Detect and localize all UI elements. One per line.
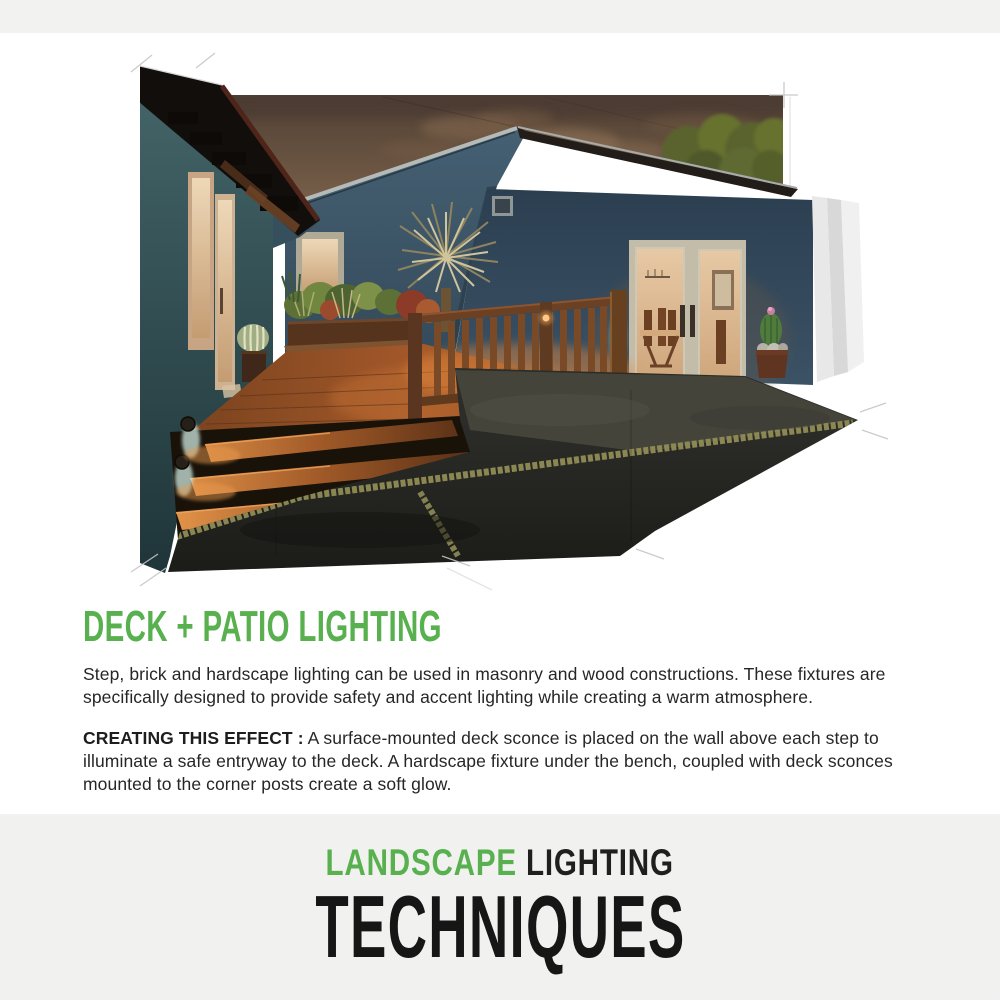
crop-marks [131, 53, 888, 590]
wall-vent [492, 196, 513, 216]
top-band [0, 0, 1000, 33]
step-sconces [175, 417, 240, 501]
effect-text: A surface-mounted deck sconce is placed on the wall above each step to illuminate a safe entryway to the deck. A hardscape fixture under the bench, coupled with deck sconces mounted to the corner posts create a soft glow. [83, 727, 893, 794]
steps [170, 416, 505, 540]
right-house [452, 127, 813, 415]
effect-label: CREATING THIS EFFECT : [83, 727, 304, 748]
entry-window [188, 172, 214, 350]
intro-paragraph: Step, brick and hardscape lighting can be used in masonry and wood constructions. These fixtures are specifically designed to provide safety and accent lighting while creating a warm atmosphere. [83, 664, 886, 708]
footer-band [0, 814, 1000, 1000]
deck [193, 344, 650, 452]
brand-line-2 [0, 877, 1000, 976]
sky [188, 95, 800, 206]
potted-cactus-right [756, 307, 788, 378]
courtyard-window [296, 232, 344, 302]
railing [405, 290, 635, 472]
brand-line-1 [0, 844, 1000, 881]
courtyard [282, 202, 498, 391]
tree [662, 114, 794, 196]
post-sconce-glow [609, 312, 627, 364]
entry-door [215, 194, 242, 398]
planter-shrubs [284, 282, 440, 323]
left-house [140, 66, 320, 573]
stone-patio [150, 368, 858, 572]
post-sconce-light [543, 315, 550, 322]
brand-word-landscape: LANDSCAPE [325, 842, 518, 883]
gray-wall-panels [812, 196, 864, 382]
middle-house [285, 127, 526, 370]
bench [284, 340, 416, 391]
glass-doors [629, 240, 746, 389]
planter-box [288, 318, 420, 346]
page-title: DECK + PATIO LIGHTING [83, 602, 442, 651]
roof-eave [140, 66, 320, 236]
hardscape-light-glow [305, 365, 395, 383]
article [83, 602, 929, 813]
brand-word-techniques: TECHNIQUES [314, 877, 686, 976]
potted-cactus-left [237, 324, 269, 382]
brand-word-lighting: LIGHTING [517, 842, 675, 883]
yucca-plant [398, 202, 498, 332]
effect-paragraph [83, 727, 929, 796]
dining-interior [640, 269, 734, 366]
